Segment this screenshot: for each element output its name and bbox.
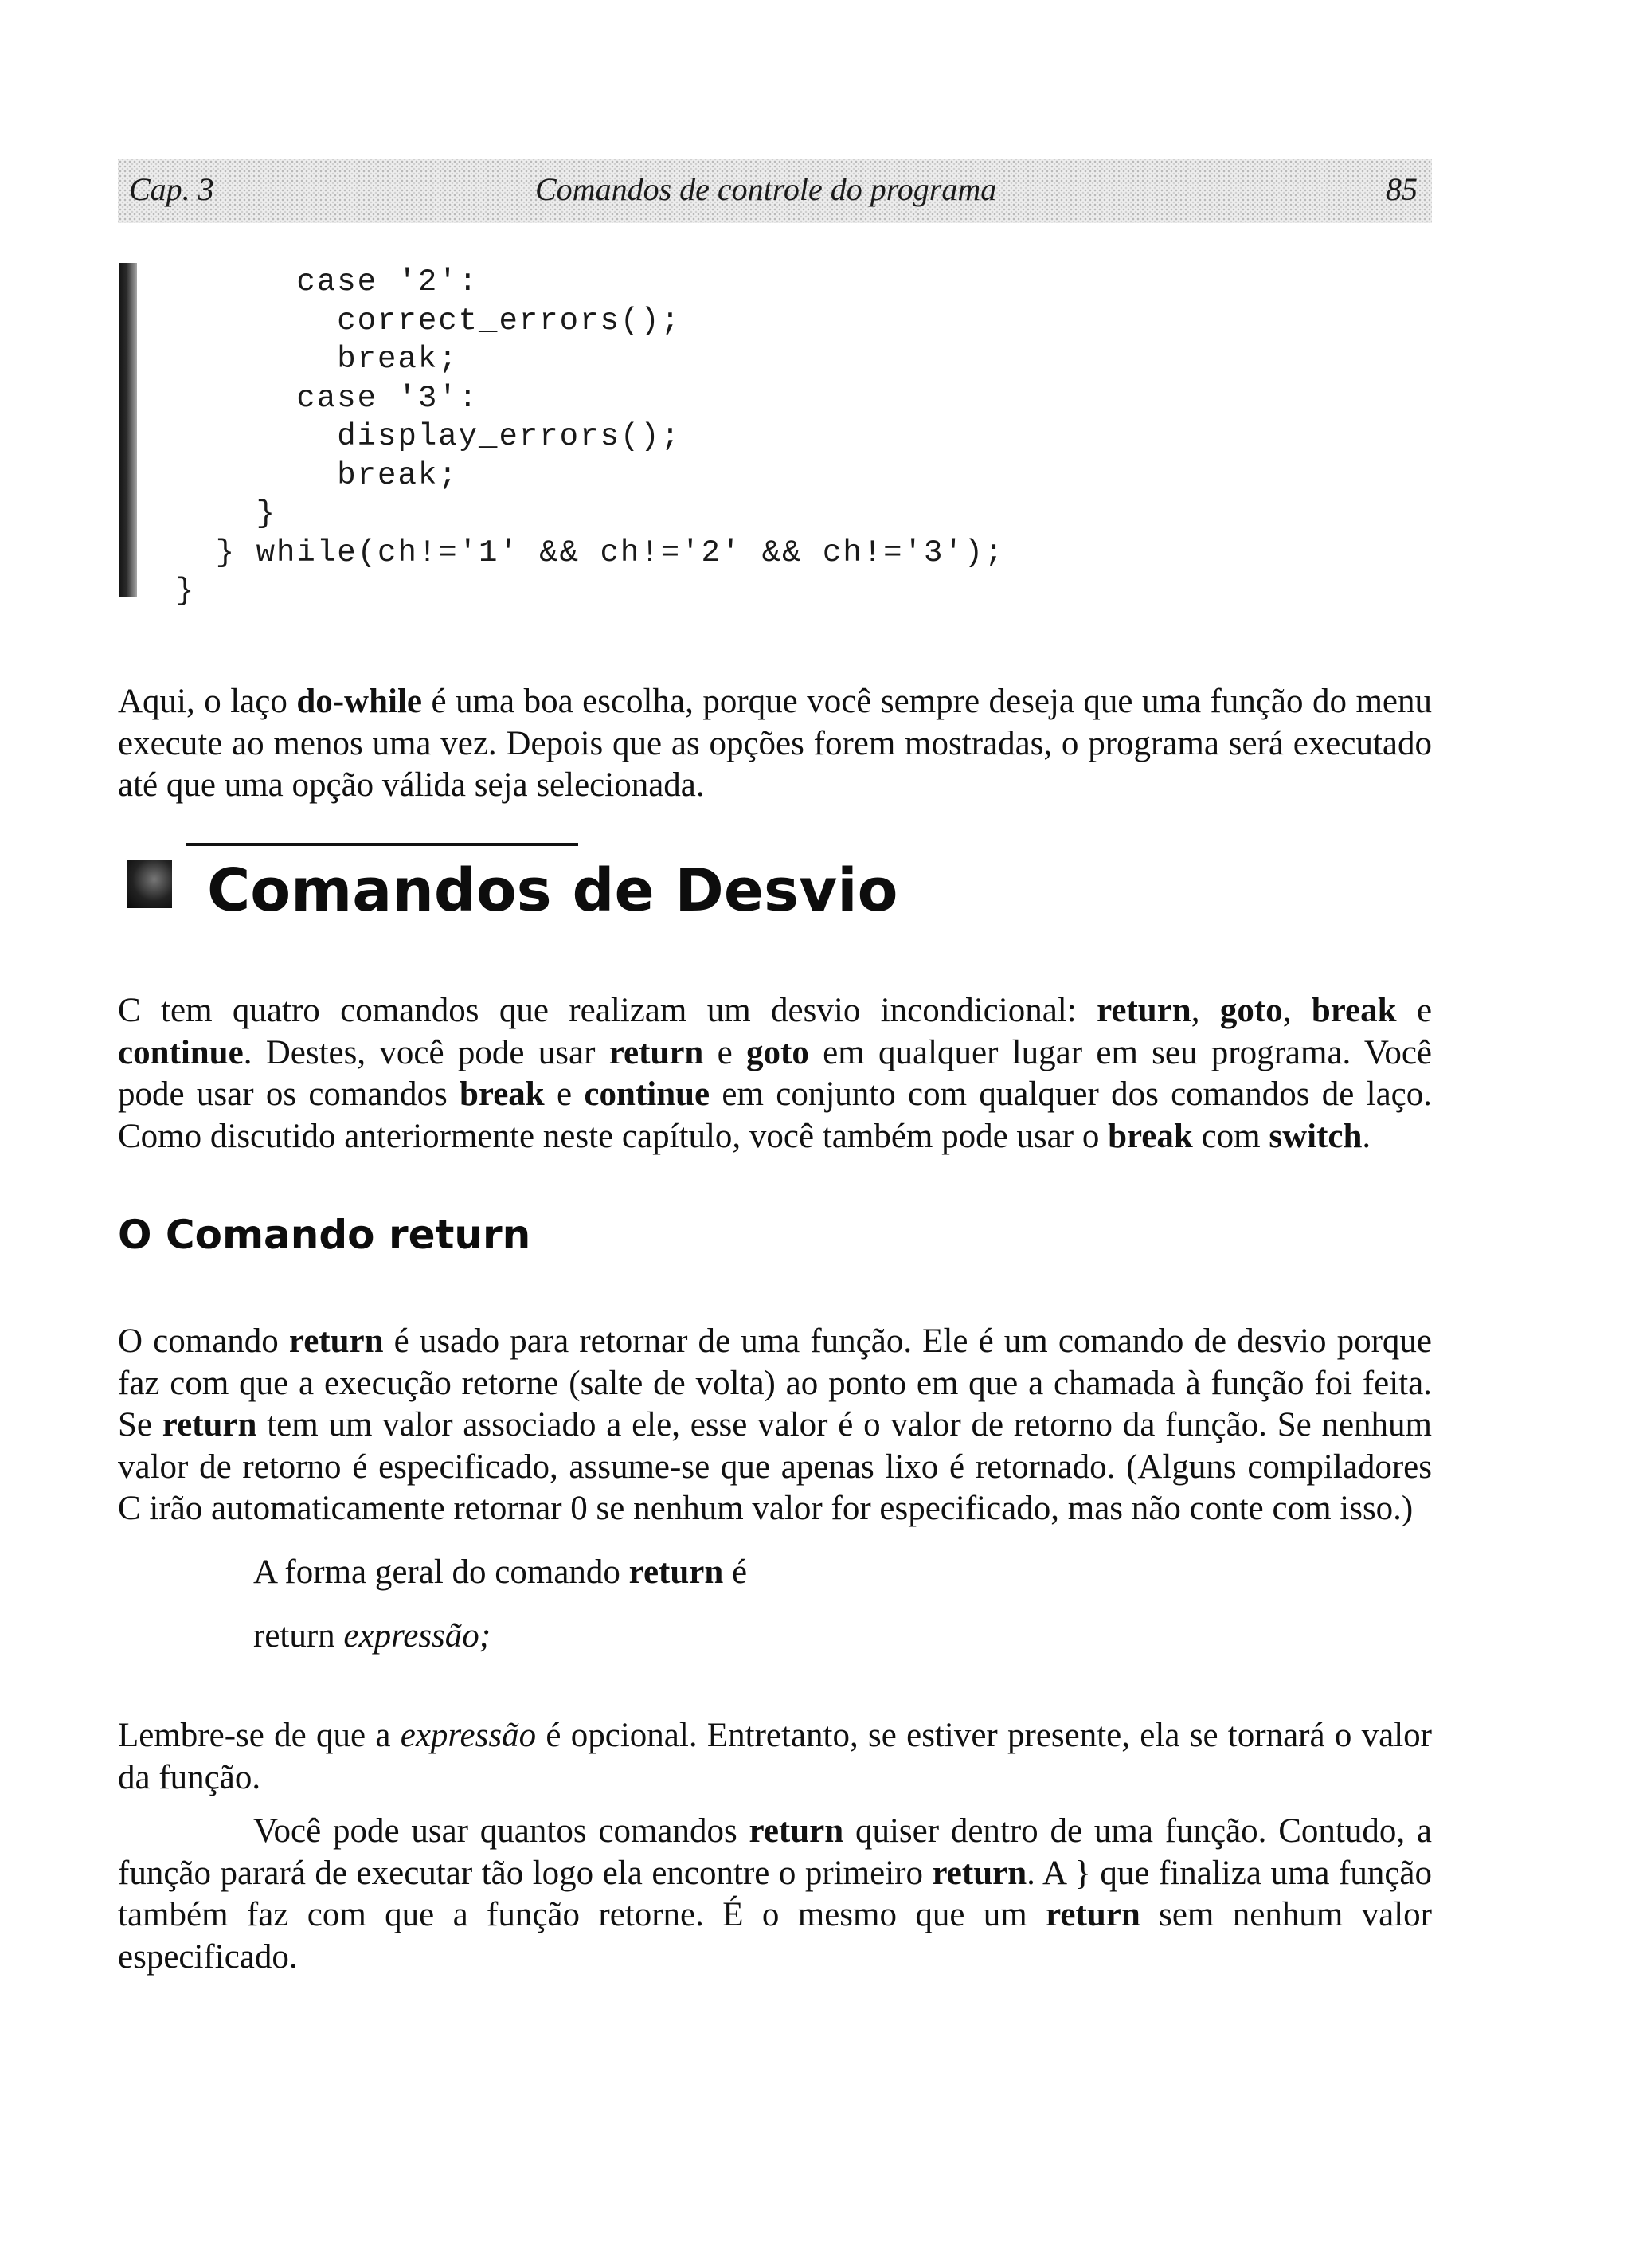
text-run: é: [723, 1553, 748, 1591]
text-run: ,: [1191, 992, 1220, 1029]
keyword: break: [460, 1075, 545, 1113]
text-run: tem um valor associado a ele, esse valor é o valor de retorno da função. Se nenhum valor de retorno é especificado, assume-se que apenas lixo é retornado. (Alguns compiladores C irão automaticamente retornar 0 se nenhum valor for especificado, mas não conte com isso.): [118, 1406, 1432, 1527]
text-run: Você pode usar quantos comandos: [253, 1812, 749, 1850]
paragraph-multiple-returns: [118, 1811, 1432, 1978]
code-margin-bar: [119, 263, 137, 597]
general-form-line: [253, 1552, 747, 1593]
section-heading: Comandos de Desvio: [207, 856, 898, 925]
keyword: return: [162, 1406, 257, 1443]
keyword: return: [628, 1553, 724, 1591]
chapter-title: Comandos de controle do programa: [535, 171, 997, 207]
return-syntax: [253, 1616, 491, 1657]
keyword: return: [749, 1812, 844, 1850]
text-run: com: [1192, 1117, 1269, 1155]
keyword: goto: [1219, 992, 1283, 1029]
text-run: . Destes, você pode usar: [243, 1033, 609, 1071]
keyword: do-while: [296, 683, 423, 720]
keyword: return: [608, 1033, 704, 1071]
text-run: e: [544, 1075, 585, 1113]
paragraph-jump-statements: [118, 990, 1432, 1158]
syntax-expression: expressão;: [343, 1617, 491, 1655]
keyword: continue: [584, 1075, 710, 1113]
code-line: } while(ch!='1' && ch!='2' && ch!='3');: [175, 535, 1005, 570]
text-run: O comando: [118, 1322, 289, 1360]
code-line: display_errors();: [175, 419, 682, 454]
keyword: return: [932, 1854, 1027, 1892]
code-line: break;: [175, 342, 459, 377]
code-line: break;: [175, 457, 459, 493]
keyword: return: [288, 1322, 384, 1360]
keyword: return: [1046, 1896, 1140, 1933]
section-marker-icon: [127, 860, 172, 908]
code-line: case '2':: [175, 264, 479, 300]
syntax-keyword: return: [253, 1617, 344, 1655]
text-run: . A } que finaliza uma função também faz com que a função retorne. É o mesmo que um: [118, 1854, 1432, 1933]
text-run: é usado para retornar de uma função. Ele é um comando de desvio porque faz com que a execução retorne (salte de volta) ao ponto em que a chamada à função foi feita. Se: [118, 1322, 1432, 1443]
paragraph-expression-optional: [118, 1715, 1432, 1799]
code-line: }: [175, 574, 196, 609]
text-run: sem nenhum valor especificado.: [118, 1896, 1432, 1976]
text-run: C tem quatro comandos que realizam um desvio incondicional:: [118, 992, 1097, 1029]
code-listing: [175, 263, 1005, 611]
text-run: ,: [1282, 992, 1312, 1029]
text-run: .: [1362, 1117, 1371, 1155]
text-run: e: [1396, 992, 1433, 1029]
text-run: em qualquer lugar em seu programa. Você pode usar os comandos: [118, 1033, 1432, 1113]
page-number: 85: [1386, 171, 1418, 207]
keyword: break: [1108, 1117, 1193, 1155]
text-run: quiser dentro de uma função. Contudo, a função parará de executar tão logo ela encontre o primeiro: [118, 1812, 1432, 1892]
running-header: [118, 159, 1432, 223]
text-run: é opcional. Entretanto, se estiver presente, ela se tornará o valor da função.: [118, 1717, 1432, 1796]
text-run: Aqui, o laço: [118, 683, 297, 720]
text-run: e: [703, 1033, 747, 1071]
code-line: correct_errors();: [175, 303, 682, 339]
text-run: Lembre-se de que a: [118, 1717, 401, 1754]
keyword: continue: [118, 1033, 244, 1071]
text-run: A forma geral do comando: [253, 1553, 629, 1591]
code-line: }: [175, 496, 277, 531]
text-run: é uma boa escolha, porque você sempre deseja que uma função do menu execute ao menos uma vez. Depois que as opções forem mostradas, o programa será executado até que uma opção válida seja selecionada.: [118, 683, 1433, 804]
keyword: switch: [1269, 1117, 1363, 1155]
paragraph-do-while: [118, 681, 1432, 807]
chapter-label: Cap. 3: [129, 171, 214, 207]
code-line: case '3':: [175, 380, 479, 416]
keyword: break: [1311, 992, 1397, 1029]
keyword: return: [1097, 992, 1191, 1029]
text-run: em conjunto com qualquer dos comandos de laço. Como discutido anteriormente neste capítulo, você também pode usar o: [118, 1075, 1432, 1155]
subsection-heading: O Comando return: [118, 1212, 531, 1258]
italic-term: expressão: [400, 1717, 537, 1754]
paragraph-return-description: [118, 1321, 1432, 1530]
keyword: goto: [746, 1033, 809, 1071]
